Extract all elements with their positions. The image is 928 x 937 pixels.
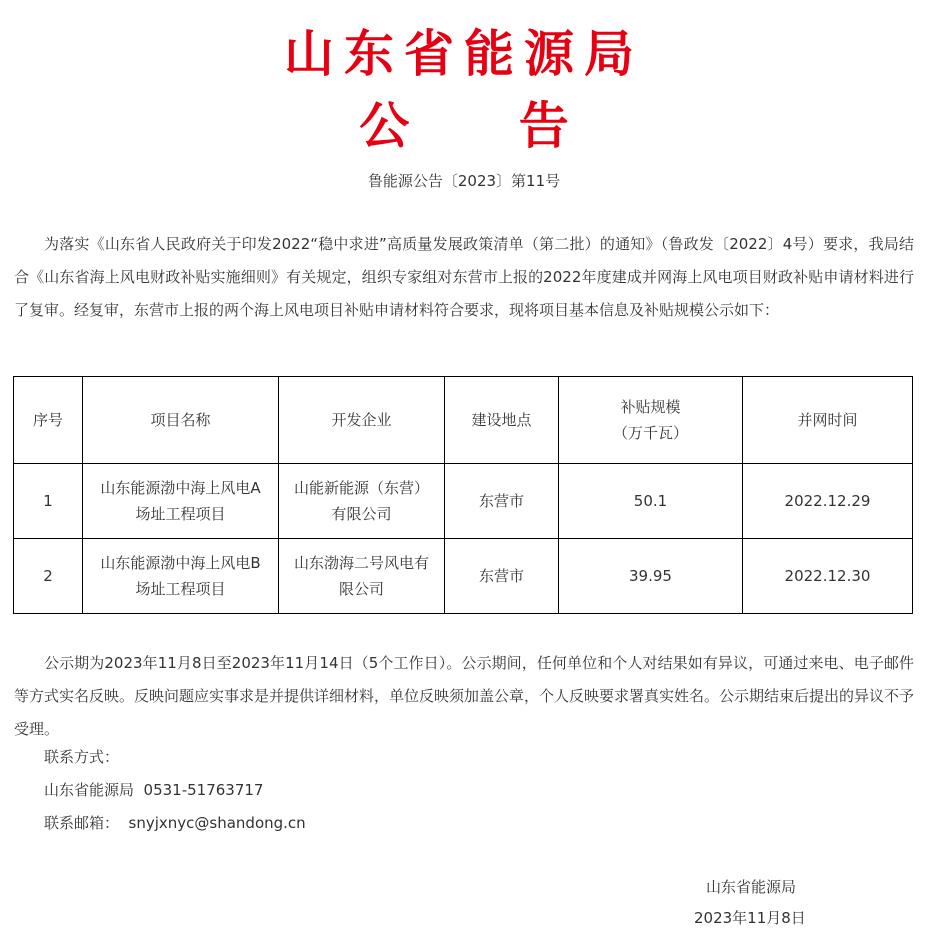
cell-company-line1: 山能新能源（东营） (293, 479, 429, 497)
cell-location: 东营市 (445, 539, 559, 614)
document-number: 鲁能源公告〔2023〕第11号 (367, 172, 561, 190)
signature-date: 2023年11月8日 (694, 909, 806, 927)
cell-project-name-line1: 山东能源渤中海上风电A (100, 479, 261, 497)
intro-paragraph: 为落实《山东省人民政府关于印发2022“稳中求进”高质量发展政策清单（第二批）的通知》（鲁政发〔2022〕4号）要求，我局结合《山东省海上风电财政补贴实施细则》有关规定，组织专家组对东营市上报的2022年度建成并网海上风电项目财政补贴申请材料进行了复审。经复审，东营市上报的两个海上风电项目补贴申请材料符合要求，现将项目基本信息及补贴规模公示如下： (14, 235, 914, 319)
cell-project-name (83, 539, 279, 614)
header-location: 建设地点 (445, 377, 559, 464)
signature-org: 山东省能源局 (706, 878, 797, 896)
notice-paragraph: 公示期为2023年11月8日至2023年11月14日（5个工作日）。公示期间，任何单位和个人对结果如有异议，可通过来电、电子邮件等方式实名反映。反映问题应实事求是并提供详细材料，单位反映须加盖公章，个人反映要求署真实姓名。公示期结束后提出的异议不予受理。 (14, 654, 915, 738)
table-row (14, 464, 913, 539)
cell-company (279, 539, 445, 614)
cell-project-name-line2: 场址工程项目 (135, 505, 226, 523)
cell-grid-time: 2022.12.30 (743, 539, 913, 614)
header-subsidy-scale-label: 补贴规模 (620, 398, 681, 416)
header-subsidy-scale-unit: （万千瓦） (612, 424, 688, 442)
cell-subsidy-scale: 50.1 (559, 464, 743, 539)
org-title: 山东省能源局 (284, 24, 644, 83)
contact-phone: 山东省能源局 0531-51763717 (44, 781, 264, 799)
cell-company-line2: 限公司 (338, 580, 384, 598)
table-row (14, 539, 913, 614)
cell-company-line2: 有限公司 (331, 505, 392, 523)
contact-label: 联系方式： (44, 748, 120, 766)
cell-grid-time: 2022.12.29 (743, 464, 913, 539)
cell-project-name-line1: 山东能源渤中海上风电B (100, 554, 261, 572)
cell-project-name (83, 464, 279, 539)
cell-project-name-line2: 场址工程项目 (135, 580, 226, 598)
header-grid-time: 并网时间 (743, 377, 913, 464)
header-company: 开发企业 (279, 377, 445, 464)
cell-seq: 2 (14, 539, 83, 614)
project-table (13, 376, 913, 614)
cell-subsidy-scale: 39.95 (559, 539, 743, 614)
header-project-name: 项目名称 (83, 377, 279, 464)
header-subsidy-scale (559, 377, 743, 464)
contact-email: 联系邮箱： snyjxnyc@shandong.cn (44, 814, 306, 832)
cell-seq: 1 (14, 464, 83, 539)
cell-company-line1: 山东渤海二号风电有 (293, 554, 429, 572)
cell-location: 东营市 (445, 464, 559, 539)
cell-company (279, 464, 445, 539)
table-header-row (14, 377, 913, 464)
doc-type-title: 公 告 (359, 96, 615, 155)
header-seq: 序号 (14, 377, 83, 464)
